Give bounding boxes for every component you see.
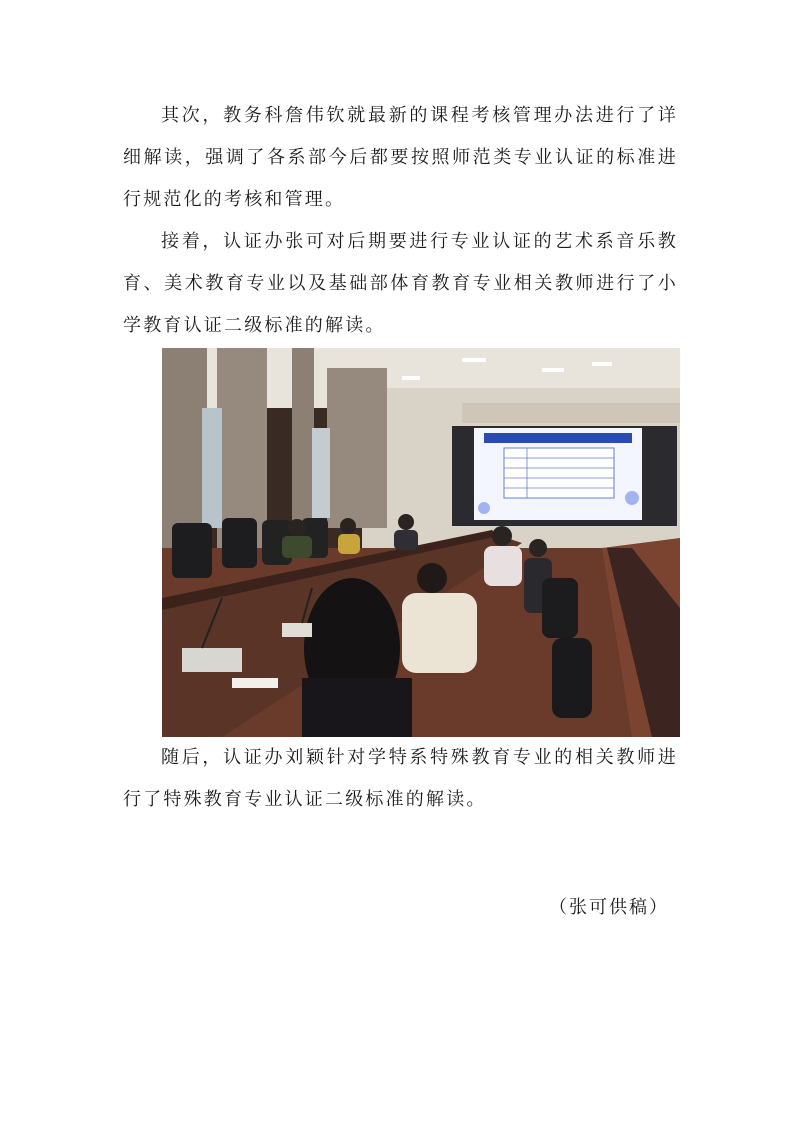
paragraph-primary-education-standard: 接着，认证办张可对后期要进行专业认证的艺术系音乐教育、美术教育专业以及基础部体育教育专业相关教师进行了小学教育认证二级标准的解读。 (123, 231, 678, 336)
meeting-room-illustration (162, 348, 680, 737)
author-credit: （张可供稿） (549, 897, 669, 918)
paragraph-course-assessment: 其次，教务科詹伟钦就最新的课程考核管理办法进行了详细解读，强调了各系部今后都要按照师范类专业认证的标准进行规范化的考核和管理。 (123, 105, 678, 210)
paragraph-special-education-standard: 随后，认证办刘颖针对学特系特殊教育专业的相关教师进行了特殊教育专业认证二级标准的解读。 (123, 747, 678, 810)
meeting-photo (162, 348, 680, 737)
